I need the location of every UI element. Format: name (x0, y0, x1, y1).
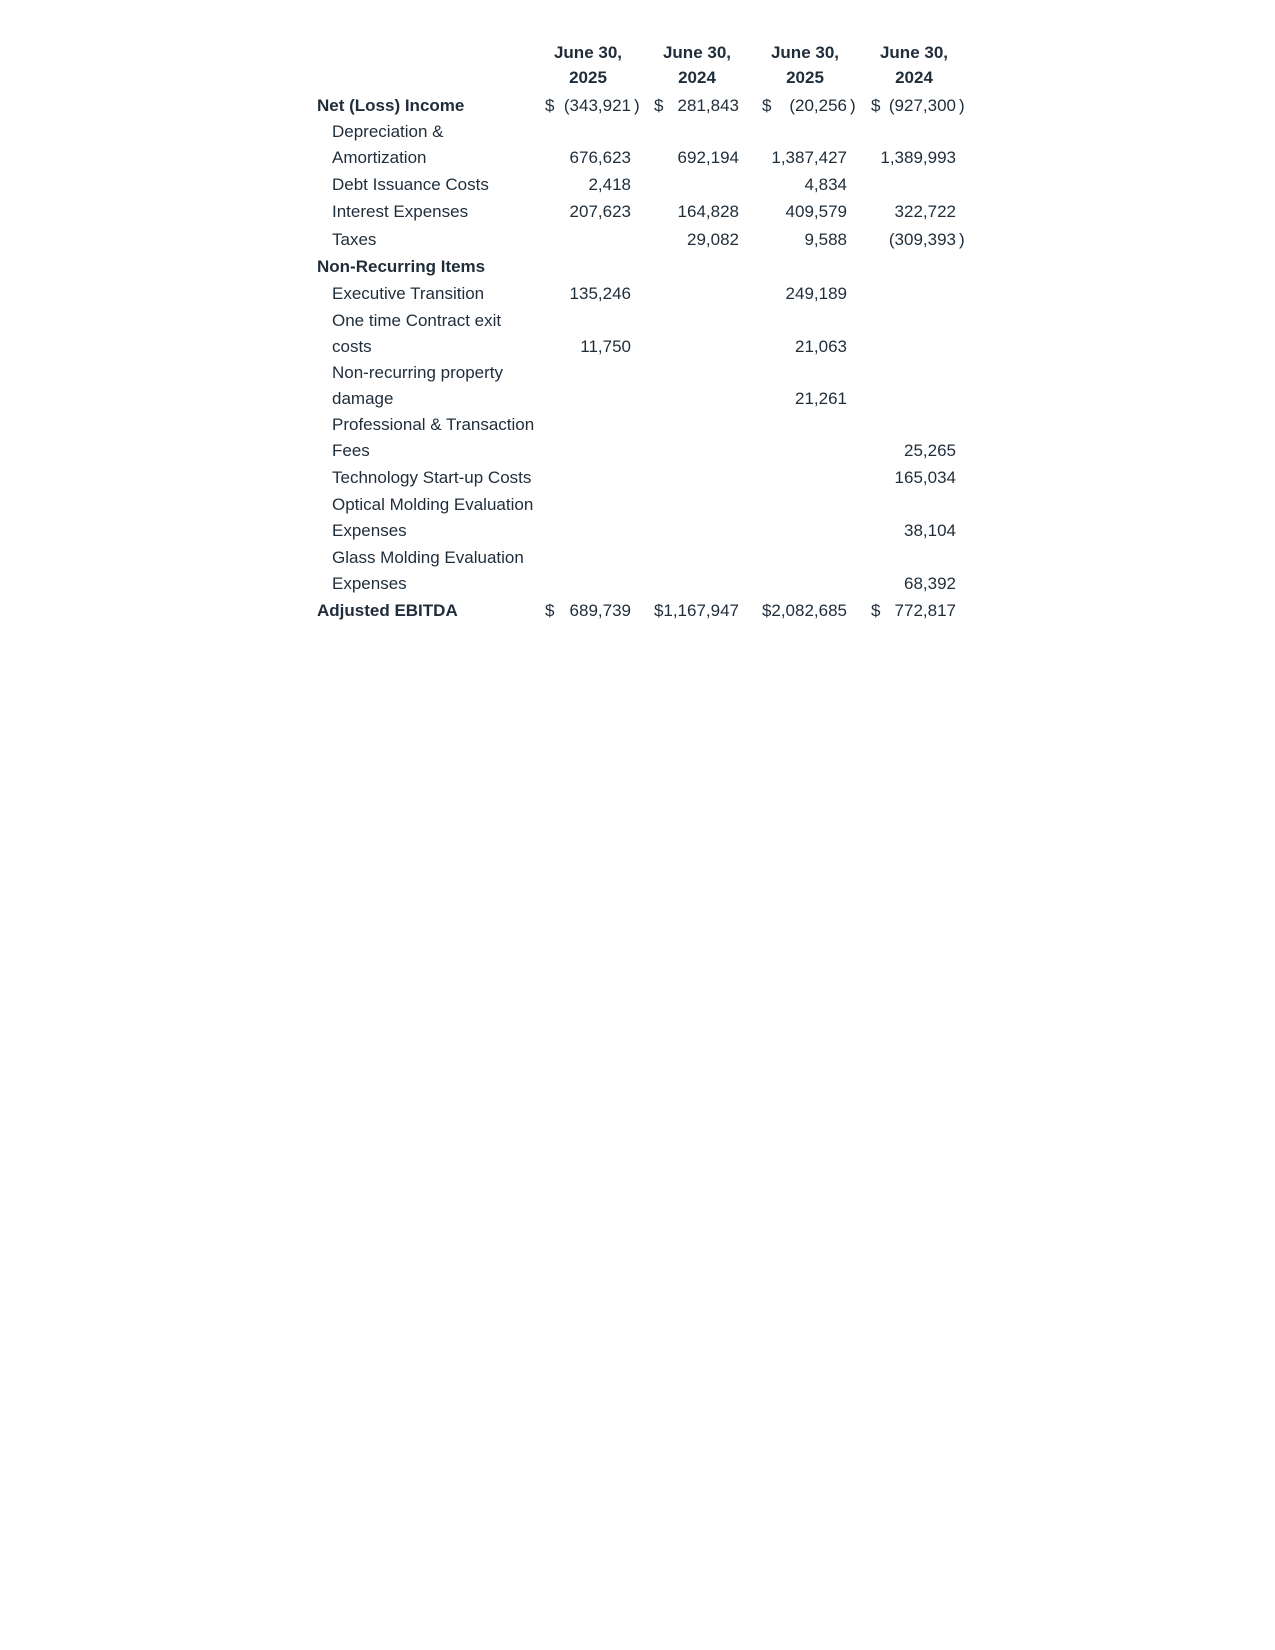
row-label: Optical Molding Evaluation (332, 495, 534, 514)
cell-value: (927,300 (888, 96, 956, 115)
closing-parenthesis: ) (850, 96, 856, 115)
row-label-continued: Expenses (332, 521, 407, 540)
closing-parenthesis: ) (634, 96, 640, 115)
row-label: Debt Issuance Costs (332, 175, 489, 194)
cell-value: 11,750 (580, 337, 631, 356)
row-label: One time Contract exit (332, 311, 502, 330)
cell-value: 25,265 (904, 441, 956, 460)
currency-symbol: $ (762, 96, 772, 115)
column-header-line1: June 30, (879, 43, 949, 62)
cell-value: 689,739 (569, 601, 631, 620)
row-label: Technology Start-up Costs (332, 468, 532, 487)
cell-value: 21,261 (795, 389, 847, 408)
cell-value: 1,167,947 (663, 601, 739, 620)
ebitda-reconciliation-table (0, 0, 1275, 640)
cell-value: 4,834 (804, 175, 847, 194)
column-header-line2: 2025 (569, 68, 607, 87)
currency-symbol: $ (545, 96, 555, 115)
column-header-line2: 2024 (678, 68, 716, 87)
cell-value: 692,194 (677, 148, 739, 167)
row-label: Net (Loss) Income (317, 96, 465, 115)
row-label: Depreciation & (332, 122, 444, 141)
currency-symbol: $ (762, 601, 772, 620)
cell-value: 2,082,685 (771, 601, 847, 620)
row-label-continued: damage (332, 389, 394, 408)
row-label: Glass Molding Evaluation (332, 548, 524, 567)
cell-value: 38,104 (904, 521, 956, 540)
cell-value: 1,387,427 (771, 148, 847, 167)
cell-value: 164,828 (677, 202, 739, 221)
cell-value: 409,579 (785, 202, 847, 221)
row-label-continued: Amortization (332, 148, 427, 167)
row-label: Non-recurring property (332, 363, 504, 382)
cell-value: 207,623 (569, 202, 631, 221)
currency-symbol: $ (871, 601, 881, 620)
currency-symbol: $ (871, 96, 881, 115)
row-label: Executive Transition (332, 284, 485, 303)
row-label: Adjusted EBITDA (317, 601, 458, 620)
cell-value: (309,393 (888, 230, 956, 249)
cell-value: 249,189 (785, 284, 847, 303)
cell-value: 1,389,993 (880, 148, 956, 167)
column-header-line2: 2025 (786, 68, 824, 87)
column-header-line1: June 30, (553, 43, 623, 62)
row-label-continued: costs (332, 337, 372, 356)
column-header-line1: June 30, (662, 43, 732, 62)
cell-value: 165,034 (894, 468, 956, 487)
column-header-line2: 2024 (895, 68, 933, 87)
row-label: Taxes (332, 230, 377, 249)
cell-value: 676,623 (569, 148, 631, 167)
row-label: Interest Expenses (332, 202, 469, 221)
column-header-line1: June 30, (770, 43, 840, 62)
closing-parenthesis: ) (959, 230, 965, 249)
cell-value: 2,418 (588, 175, 631, 194)
cell-value: 9,588 (804, 230, 847, 249)
closing-parenthesis: ) (959, 96, 965, 115)
cell-value: (20,256 (789, 96, 847, 115)
cell-value: 281,843 (677, 96, 739, 115)
currency-symbol: $ (654, 601, 664, 620)
cell-value: 772,817 (894, 601, 956, 620)
cell-value: 135,246 (569, 284, 631, 303)
row-label: Non-Recurring Items (317, 257, 486, 276)
row-label: Professional & Transaction (332, 415, 535, 434)
row-label-continued: Fees (332, 441, 370, 460)
cell-value: 68,392 (904, 574, 956, 593)
cell-value: 322,722 (894, 202, 956, 221)
cell-value: 29,082 (687, 230, 739, 249)
cell-value: 21,063 (795, 337, 847, 356)
cell-value: (343,921 (563, 96, 631, 115)
row-label-continued: Expenses (332, 574, 407, 593)
currency-symbol: $ (545, 601, 555, 620)
currency-symbol: $ (654, 96, 664, 115)
